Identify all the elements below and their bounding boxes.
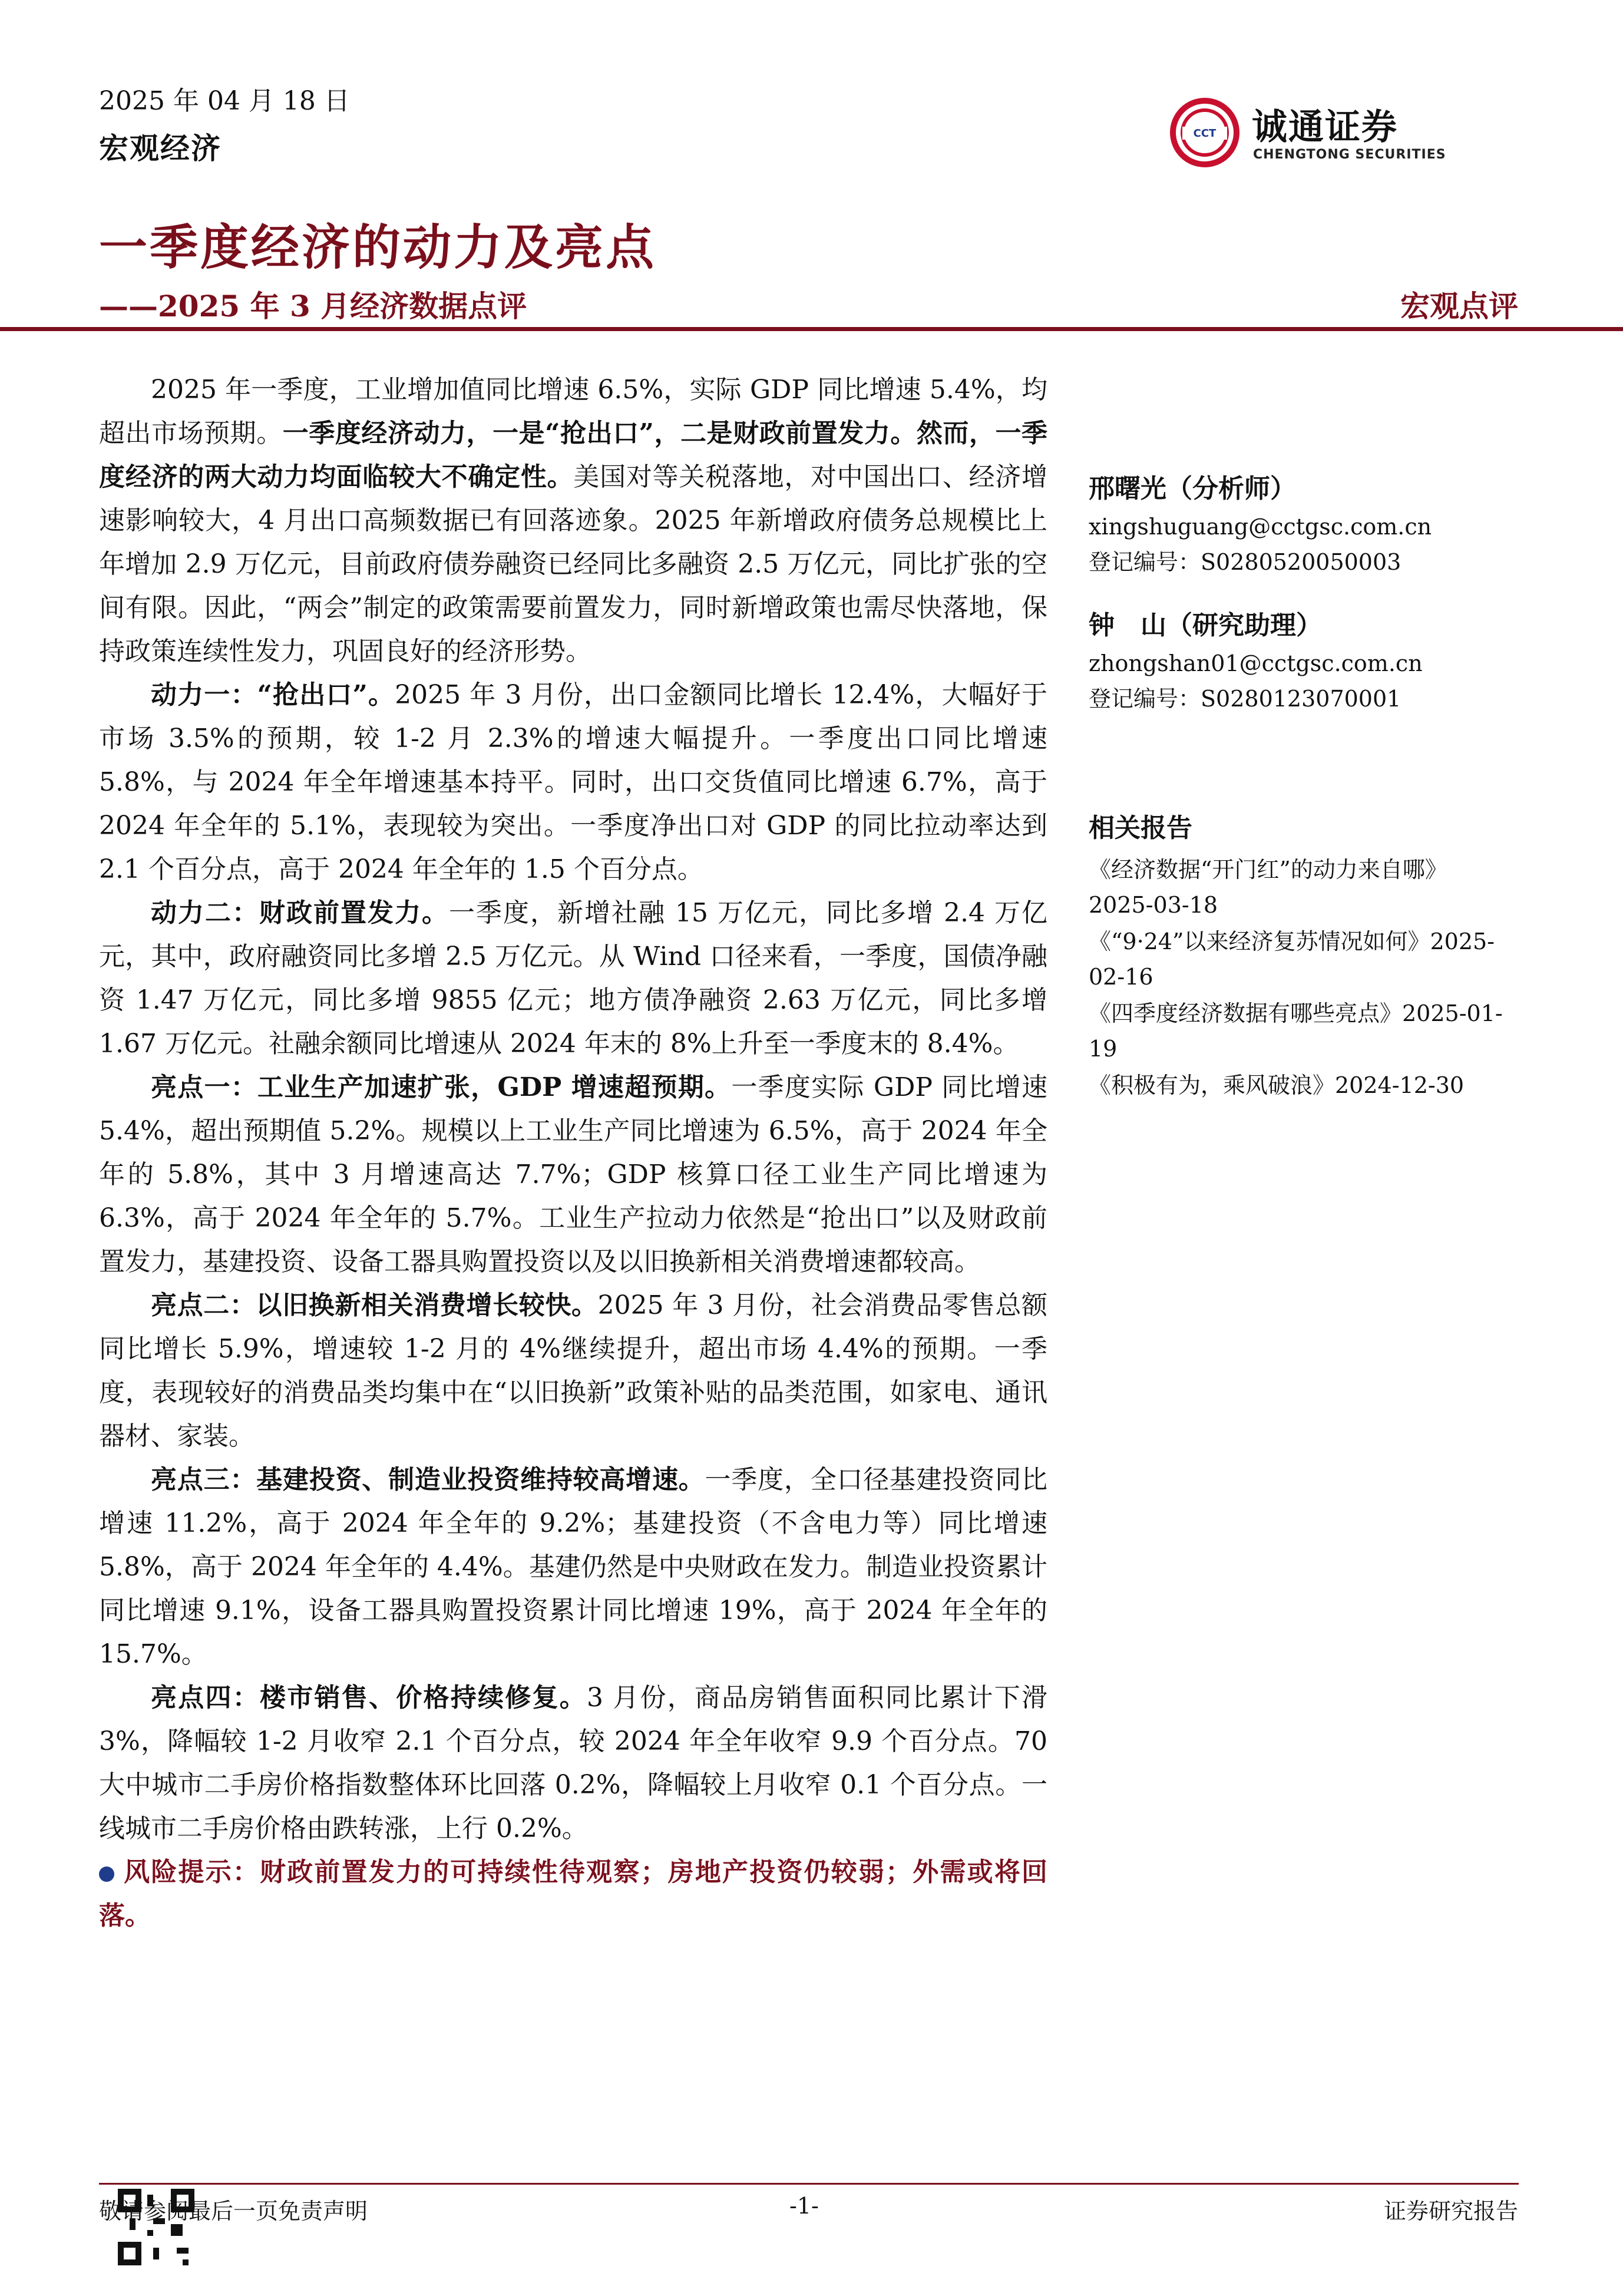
paragraph-highlight-2: 亮点二：以旧换新相关消费增长较快。2025 年 3 月份，社会消费品零售总额同比增长 5.9%，增速较 1-2 月的 4%继续提升，超出市场 4.4%的预期。一季度，表现较好的消费品类均集中在“以旧换新”政策补贴的品类范围，如家电、通讯器材、家装。 <box>99 1290 1048 1451</box>
page-number: -1- <box>789 2193 819 2219</box>
paragraph-driver-2: 动力二：财政前置发力。一季度，新增社融 15 万亿元，同比多增 2.4 万亿元，其中，政府融资同比多增 2.5 万亿元。从 Wind 口径来看，一季度，国债净融资 1.47 万亿元，同比多增 9855 亿元；地方债净融资 2.63 万亿元，同比多增 1.67 万亿元。社融余额同比增速从 2024 年末的 8%上升至一季度末的 8.4%。 <box>99 898 1047 1059</box>
page-subtitle: ——2025 年 3 月经济数据点评 <box>99 289 527 323</box>
paragraph-driver-1: 动力一：“抢出口”。2025 年 3 月份，出口金额同比增长 12.4%，大幅好于市场 3.5%的预期，较 1-2 月 2.3%的增速大幅提升。一季度出口同比增速 5.8%，与 2024 年全年增速基本持平。同时，出口交货值同比增速 6.7%，高于 2024 年全年的 5.1%，表现较为突出。一季度净出口对 GDP 的同比拉动率达到 2.1 个百分点，高于 2024 年全年的 1.5 个百分点。 <box>99 680 1047 884</box>
page-title: 一季度经济的动力及亮点 <box>99 219 657 276</box>
paragraph-highlight-1: 亮点一：工业生产加速扩张，GDP 增速超预期。一季度实际 GDP 同比增速 5.4%，超出预期值 5.2%。规模以上工业生产同比增速为 6.5%，高于 2024 年全年的 5.8%，其中 3 月增速高达 7.7%；GDP 核算口径工业生产同比增速为 6.3%，高于 2024 年全年的 5.7%。工业生产拉动力依然是“抢出口”以及财政前置发力，基建投资、设备工器具购置投资以及以旧换新相关消费增速都较高。 <box>99 1072 1047 1277</box>
related-report-date: 2025-03-18 <box>1089 892 1218 918</box>
report-label: 证券研究报告 <box>1383 2198 1518 2224</box>
disclaimer-note: 敬请参阅最后一页免责声明 <box>99 2198 368 2224</box>
emblem-text: CCT <box>1193 127 1217 140</box>
analyst-registration: 登记编号：S0280520050003 <box>1089 549 1401 575</box>
analyst-card <box>1089 608 1548 716</box>
related-report-item[interactable] <box>1089 924 1548 995</box>
related-report-item[interactable] <box>1089 1068 1548 1103</box>
related-report-date: 02-16 <box>1089 964 1153 990</box>
analyst-card <box>1089 471 1548 580</box>
related-report-title[interactable]: 《积极有为，乘风破浪》2024-12-30 <box>1089 1072 1465 1098</box>
report-date: 2025 年 04 月 18 日 <box>99 86 350 116</box>
analyst-registration: 登记编号：S0280123070001 <box>1089 686 1401 712</box>
bullet-icon <box>99 1866 114 1882</box>
related-report-item[interactable] <box>1089 852 1548 923</box>
paragraph-highlight-4: 亮点四：楼市销售、价格持续修复。3 月份，商品房销售面积同比累计下滑 3%，降幅较 1-2 月收窄 2.1 个百分点，较 2024 年全年收窄 9.9 个百分点。70 大中城市二手房价格指数整体环比回落 0.2%，降幅较上月收窄 0.1 个百分点。一线城市二手房价格由跌转涨，上行 0.2%。 <box>99 1683 1048 1844</box>
footer-divider <box>99 2183 1519 2185</box>
sidebar <box>1089 471 1548 1104</box>
related-report-title[interactable]: 《“9·24”以来经济复苏情况如何》2025- <box>1089 929 1495 954</box>
report-type: 宏观点评 <box>1400 289 1518 323</box>
related-report-date: 19 <box>1089 1036 1118 1062</box>
risk-warning: 风险提示：财政前置发力的可持续性待观察；房地产投资仍较弱；外需或将回落。 <box>99 1857 1047 1931</box>
header-divider <box>0 327 1623 331</box>
paragraph-summary: 2025 年一季度，工业增加值同比增速 6.5%，实际 GDP 同比增速 5.4%，均超出市场预期。一季度经济动力，一是“抢出口”，二是财政前置发力。然而，一季度经济的两大动力均面临较大不确定性。美国对等关税落地，对中国出口、经济增速影响较大，4 月出口高频数据已有回落迹象。2025 年新增政府债务总规模比上年增加 2.9 万亿元，目前政府债券融资已经同比多融资 2.5 万亿元，同比扩张的空间有限。因此，“两会”制定的政策需要前置发力，同时新增政策也需尽快落地，保持政策连续性发力，巩固良好的经济形势。 <box>99 375 1048 666</box>
related-reports-title: 相关报告 <box>1089 813 1192 843</box>
report-category: 宏观经济 <box>99 131 222 166</box>
analyst-name: 邢曙光（分析师） <box>1089 474 1296 504</box>
related-report-item[interactable] <box>1089 996 1548 1066</box>
cct-emblem-icon <box>1169 97 1240 168</box>
related-report-title[interactable]: 《经济数据“开门红”的动力来自哪》 <box>1089 857 1447 883</box>
logo-name-en: CHENGTONG SECURITIES <box>1253 147 1446 162</box>
related-report-title[interactable]: 《四季度经济数据有哪些亮点》2025-01- <box>1089 1000 1503 1026</box>
paragraph-highlight-3: 亮点三：基建投资、制造业投资维持较高增速。一季度，全口径基建投资同比增速 11.2%，高于 2024 年全年的 9.2%；基建投资（不含电力等）同比增速 5.8%，高于 2024 年全年的 4.4%。基建仍然是中央财政在发力。制造业投资累计同比增速 9.1%，设备工器具购置投资累计同比增速 19%，高于 2024 年全年的 15.7%。 <box>99 1465 1048 1669</box>
report-body <box>99 368 1047 1938</box>
logo-name-cn: 诚通证券 <box>1252 107 1398 148</box>
analyst-email[interactable]: xingshuguang@cctgsc.com.cn <box>1089 514 1432 540</box>
analyst-name: 钟 山（研究助理） <box>1089 610 1322 640</box>
company-logo <box>1169 88 1446 165</box>
analyst-email[interactable]: zhongshan01@cctgsc.com.cn <box>1089 650 1423 676</box>
